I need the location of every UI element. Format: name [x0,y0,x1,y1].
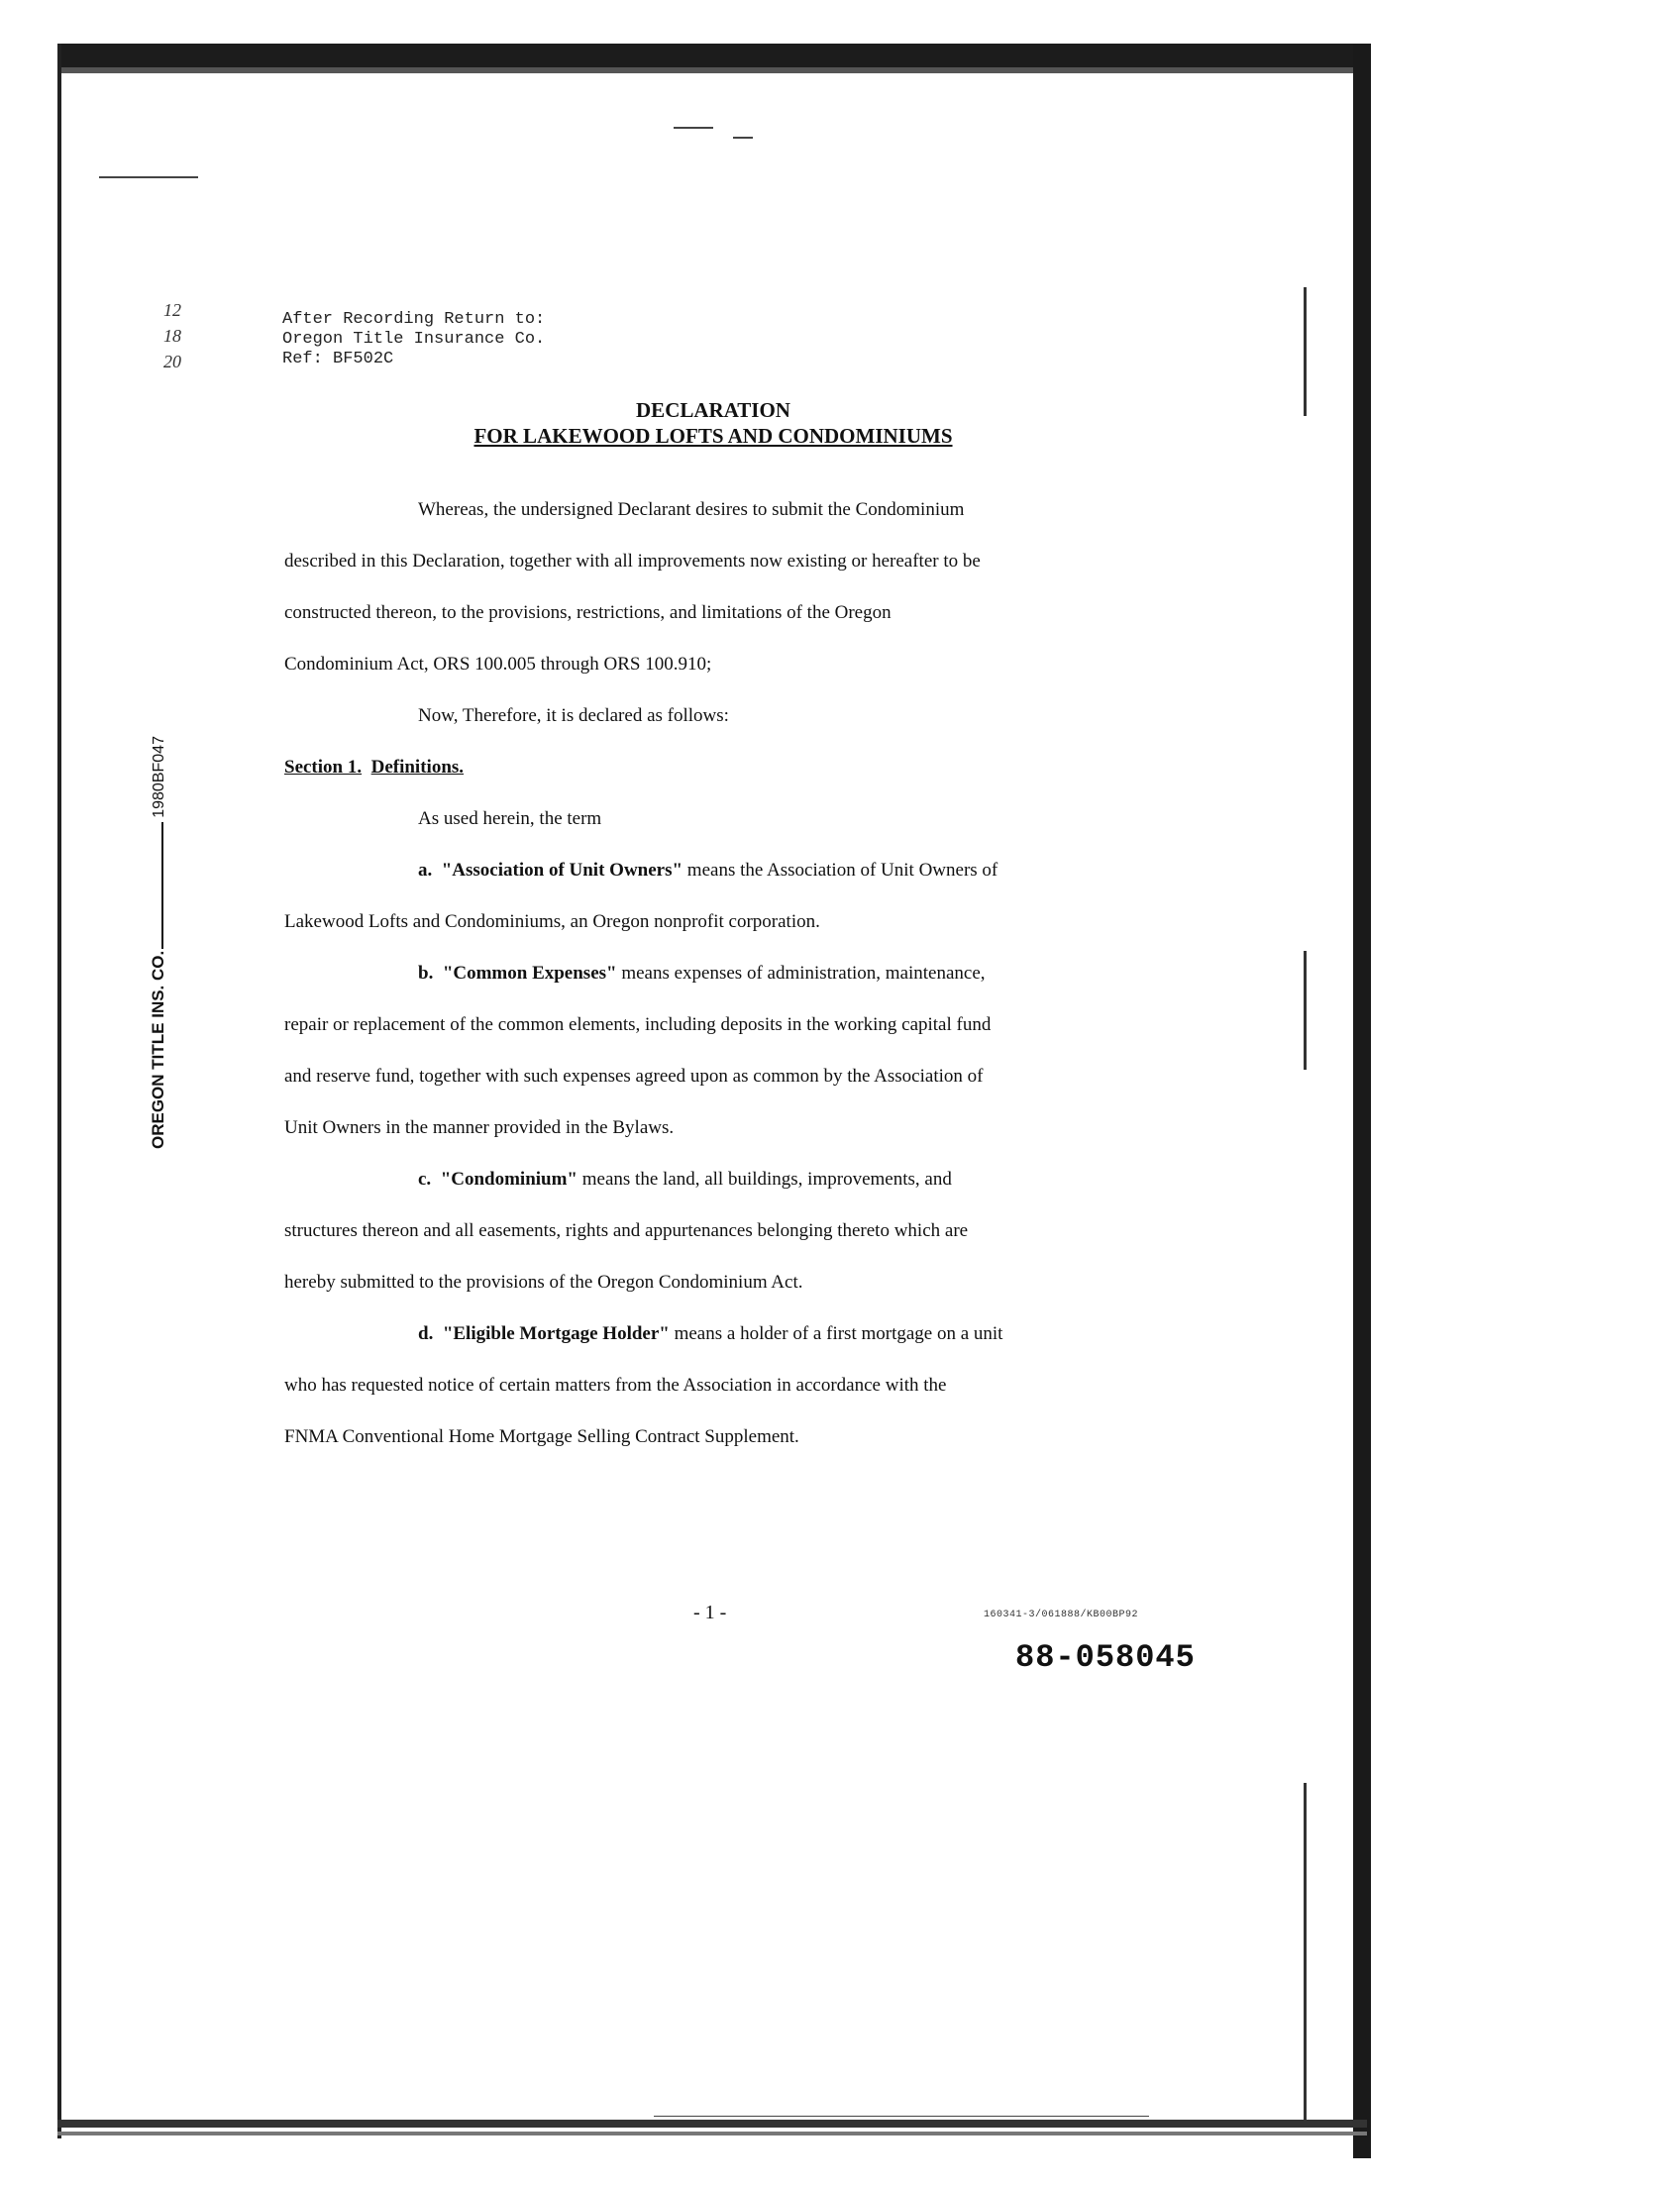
margin-note: 12 [163,300,181,320]
scan-speck [733,137,753,139]
recording-number: 88-058045 [1015,1639,1196,1676]
section-intro: As used herein, the term [418,808,602,829]
scan-edge-mark [1304,1783,1307,2120]
scan-bottom-border [57,2120,1367,2128]
def-letter: a. [418,860,433,881]
return-address-block [282,310,545,369]
definition-d [418,1323,1002,1345]
scan-speck [654,2116,1149,2117]
scan-edge-mark [1304,287,1307,416]
def-term: "Eligible Mortgage Holder" [442,1323,670,1344]
definition-b [418,963,986,985]
body-line: hereby submitted to the provisions of the Oregon Condominium Act. [284,1272,803,1293]
body-line: Now, Therefore, it is declared as follows: [418,705,729,726]
def-text: means a holder of a first mortgage on a unit [669,1323,1003,1344]
margin-note: 20 [163,352,181,371]
margin-note: 18 [163,326,181,346]
body-line: who has requested notice of certain matters from the Association in accordance with the [284,1375,947,1396]
scan-speck [99,176,198,178]
stamp-text: OREGON TITLE INS. CO. [149,950,167,1149]
section-heading [284,757,464,779]
def-term: "Condominium" [440,1169,578,1190]
body-line: Whereas, the undersigned Declarant desires to submit the Condominium [418,499,965,520]
body-line: Unit Owners in the manner provided in the Bylaws. [284,1117,675,1138]
def-text: means the land, all buildings, improvements, and [578,1169,952,1190]
scan-right-border [1353,44,1371,2158]
def-term: "Association of Unit Owners" [441,860,683,881]
scan-top-shadow [57,67,1367,73]
return-line: After Recording Return to: [282,310,546,329]
document-subtitle: FOR LAKEWOOD LOFTS AND CONDOMINIUMS [473,424,953,448]
return-line: Oregon Title Insurance Co. [282,330,546,349]
scan-edge-mark [1304,951,1307,1070]
body-line: structures thereon and all easements, rights and appurtenances belonging thereto which are [284,1220,969,1241]
return-line: Ref: BF502C [282,350,394,368]
section-label: Section 1. [284,757,363,778]
stamp-rule [161,822,163,949]
def-term: "Common Expenses" [442,963,617,984]
title-company-stamp [149,736,168,1149]
page-number: - 1 - [693,1602,727,1623]
def-letter: b. [418,963,434,984]
definition-c [418,1169,952,1191]
scan-speck [674,127,713,129]
body-line: described in this Declaration, together with all improvements now existing or hereafter to be [284,551,981,572]
body-line: and reserve fund, together with such expenses agreed upon as common by the Association of [284,1066,984,1087]
scan-bottom-shadow [57,2132,1367,2135]
def-letter: d. [418,1323,434,1344]
definition-a [418,860,998,882]
handwritten-margin-notes [163,297,181,374]
body-line: repair or replacement of the common elements, including deposits in the working capital fund [284,1014,992,1035]
document-id: 160341-3/061888/KB00BP92 [984,1610,1139,1620]
body-line: Condominium Act, ORS 100.005 through ORS 100.910; [284,654,712,675]
def-letter: c. [418,1169,432,1190]
def-text: means expenses of administration, maintenance, [616,963,986,984]
section-title: Definitions. [370,757,465,778]
def-text: means the Association of Unit Owners of [682,860,998,881]
body-line: constructed thereon, to the provisions, restrictions, and limitations of the Oregon [284,602,892,623]
body-line: Lakewood Lofts and Condominiums, an Oregon nonprofit corporation. [284,911,820,932]
scan-top-border [57,44,1367,69]
stamp-number: 1980BF047 [151,736,167,818]
document-title: DECLARATION [636,398,790,422]
body-line: FNMA Conventional Home Mortgage Selling Contract Supplement. [284,1426,799,1447]
scan-left-border [57,44,61,2138]
